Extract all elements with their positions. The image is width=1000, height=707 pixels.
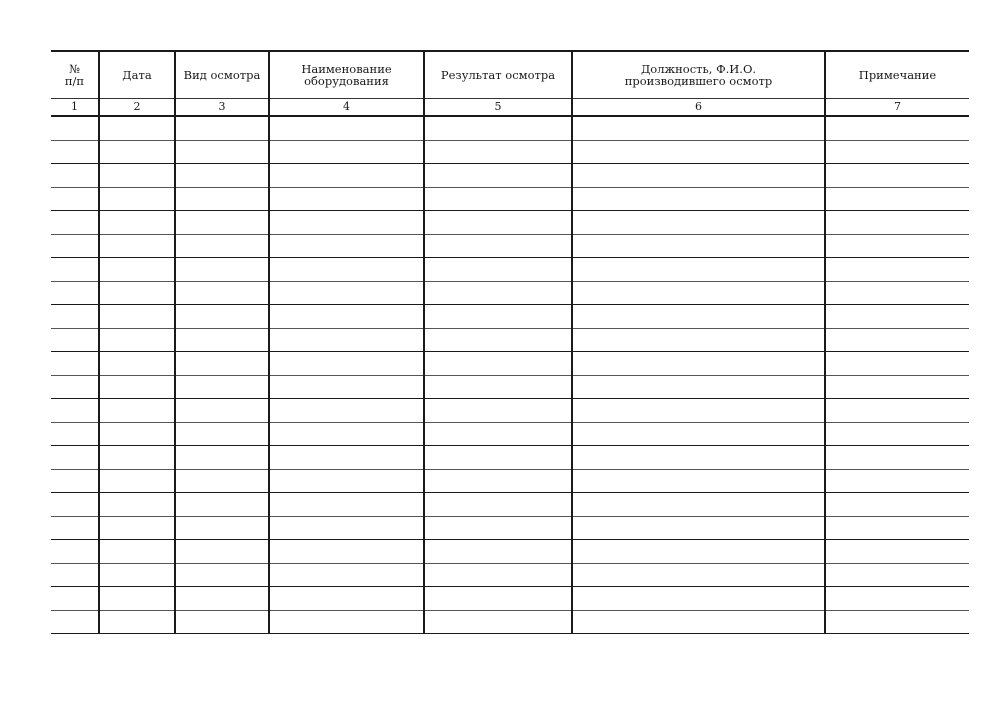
table-cell[interactable] bbox=[99, 328, 175, 352]
table-cell[interactable] bbox=[99, 446, 175, 470]
table-cell[interactable] bbox=[424, 493, 572, 517]
table-row bbox=[51, 187, 969, 211]
table-cell[interactable] bbox=[269, 563, 424, 587]
table-cell[interactable] bbox=[572, 399, 825, 423]
table-cell[interactable] bbox=[424, 328, 572, 352]
header-cell-inspection-type: Вид осмотра bbox=[175, 51, 269, 99]
table-cell[interactable] bbox=[51, 563, 99, 587]
table-cell[interactable] bbox=[825, 422, 969, 446]
table-cell[interactable] bbox=[572, 446, 825, 470]
table-row bbox=[51, 211, 969, 235]
table-cell[interactable] bbox=[825, 328, 969, 352]
table-cell[interactable] bbox=[424, 234, 572, 258]
table-cell[interactable] bbox=[51, 211, 99, 235]
table-row bbox=[51, 446, 969, 470]
table-cell[interactable] bbox=[51, 540, 99, 564]
header-cell-result: Результат осмотра bbox=[424, 51, 572, 99]
table-cell[interactable] bbox=[424, 516, 572, 540]
table-cell[interactable] bbox=[175, 164, 269, 188]
table-cell[interactable] bbox=[99, 563, 175, 587]
table-cell[interactable] bbox=[424, 563, 572, 587]
table-cell[interactable] bbox=[175, 328, 269, 352]
table-cell[interactable] bbox=[825, 563, 969, 587]
table-row bbox=[51, 375, 969, 399]
table-row bbox=[51, 540, 969, 564]
table-cell[interactable] bbox=[175, 469, 269, 493]
table-cell[interactable] bbox=[175, 399, 269, 423]
table-cell[interactable] bbox=[424, 469, 572, 493]
table-cell[interactable] bbox=[269, 446, 424, 470]
table-cell[interactable] bbox=[99, 164, 175, 188]
table-cell[interactable] bbox=[825, 234, 969, 258]
table-cell[interactable] bbox=[175, 305, 269, 329]
table-cell[interactable] bbox=[424, 610, 572, 634]
table-row bbox=[51, 140, 969, 164]
table-cell[interactable] bbox=[572, 352, 825, 376]
header-cell-note: Примечание bbox=[825, 51, 969, 99]
table-cell[interactable] bbox=[572, 375, 825, 399]
table-cell[interactable] bbox=[99, 211, 175, 235]
table-row bbox=[51, 469, 969, 493]
table-cell[interactable] bbox=[572, 258, 825, 282]
table-cell[interactable] bbox=[51, 469, 99, 493]
table-cell[interactable] bbox=[825, 352, 969, 376]
table-cell[interactable] bbox=[175, 610, 269, 634]
table-cell[interactable] bbox=[424, 281, 572, 305]
table-cell[interactable] bbox=[269, 352, 424, 376]
table-cell[interactable] bbox=[424, 352, 572, 376]
table-row bbox=[51, 234, 969, 258]
table-cell[interactable] bbox=[51, 610, 99, 634]
table-row bbox=[51, 516, 969, 540]
table-cell[interactable] bbox=[269, 540, 424, 564]
column-number: 6 bbox=[572, 99, 825, 117]
table-cell[interactable] bbox=[51, 187, 99, 211]
table-cell[interactable] bbox=[175, 587, 269, 611]
header-cell-inspector: Должность, Ф.И.О. производившего осмотр bbox=[572, 51, 825, 99]
table-row bbox=[51, 587, 969, 611]
table-cell[interactable] bbox=[99, 422, 175, 446]
table-cell[interactable] bbox=[572, 422, 825, 446]
table-cell[interactable] bbox=[572, 211, 825, 235]
table-cell[interactable] bbox=[572, 164, 825, 188]
table-cell[interactable] bbox=[99, 587, 175, 611]
table-cell[interactable] bbox=[175, 116, 269, 140]
table-cell[interactable] bbox=[175, 563, 269, 587]
table-row bbox=[51, 305, 969, 329]
inspection-log-table bbox=[51, 50, 969, 634]
table-cell[interactable] bbox=[572, 305, 825, 329]
table-cell[interactable] bbox=[99, 116, 175, 140]
table-cell[interactable] bbox=[175, 258, 269, 282]
table-cell[interactable] bbox=[99, 399, 175, 423]
log-entries bbox=[51, 116, 969, 634]
table-cell[interactable] bbox=[572, 116, 825, 140]
table-cell[interactable] bbox=[572, 234, 825, 258]
table-cell[interactable] bbox=[51, 328, 99, 352]
table-cell[interactable] bbox=[424, 446, 572, 470]
table-cell[interactable] bbox=[825, 305, 969, 329]
table-cell[interactable] bbox=[424, 399, 572, 423]
table-row bbox=[51, 563, 969, 587]
table-cell[interactable] bbox=[269, 258, 424, 282]
table-cell[interactable] bbox=[51, 140, 99, 164]
header-cell-date: Дата bbox=[99, 51, 175, 99]
table-cell[interactable] bbox=[269, 399, 424, 423]
table-row bbox=[51, 281, 969, 305]
table-cell[interactable] bbox=[99, 610, 175, 634]
table-cell[interactable] bbox=[51, 399, 99, 423]
table-cell[interactable] bbox=[269, 234, 424, 258]
table-cell[interactable] bbox=[572, 469, 825, 493]
table-row bbox=[51, 493, 969, 517]
table-cell[interactable] bbox=[269, 305, 424, 329]
table-cell[interactable] bbox=[99, 187, 175, 211]
table-cell[interactable] bbox=[424, 211, 572, 235]
table-cell[interactable] bbox=[269, 211, 424, 235]
table-cell[interactable] bbox=[99, 234, 175, 258]
table-cell[interactable] bbox=[175, 352, 269, 376]
column-number: 2 bbox=[99, 99, 175, 117]
table-cell[interactable] bbox=[424, 587, 572, 611]
table-cell[interactable] bbox=[175, 516, 269, 540]
table-cell[interactable] bbox=[825, 399, 969, 423]
table-cell[interactable] bbox=[269, 375, 424, 399]
table-cell[interactable] bbox=[825, 469, 969, 493]
table-cell[interactable] bbox=[51, 258, 99, 282]
column-number: 5 bbox=[424, 99, 572, 117]
table-cell[interactable] bbox=[175, 493, 269, 517]
table-row bbox=[51, 610, 969, 634]
table-cell[interactable] bbox=[175, 140, 269, 164]
header-cell-number: № п/п bbox=[51, 51, 99, 99]
table-cell[interactable] bbox=[424, 258, 572, 282]
table-row bbox=[51, 328, 969, 352]
table-cell[interactable] bbox=[51, 234, 99, 258]
table-cell[interactable] bbox=[424, 540, 572, 564]
table-cell[interactable] bbox=[825, 375, 969, 399]
table-cell[interactable] bbox=[51, 446, 99, 470]
table-row bbox=[51, 164, 969, 188]
table-cell[interactable] bbox=[51, 116, 99, 140]
table-cell[interactable] bbox=[424, 422, 572, 446]
table-cell[interactable] bbox=[99, 281, 175, 305]
table-cell[interactable] bbox=[175, 422, 269, 446]
table-cell[interactable] bbox=[825, 258, 969, 282]
table-cell[interactable] bbox=[825, 493, 969, 517]
column-number: 7 bbox=[825, 99, 969, 117]
table-cell[interactable] bbox=[572, 610, 825, 634]
table-cell[interactable] bbox=[825, 516, 969, 540]
table-row bbox=[51, 352, 969, 376]
table-cell[interactable] bbox=[269, 469, 424, 493]
table-cell[interactable] bbox=[424, 140, 572, 164]
table-cell[interactable] bbox=[99, 516, 175, 540]
table-cell[interactable] bbox=[269, 516, 424, 540]
table-cell[interactable] bbox=[572, 493, 825, 517]
column-number: 4 bbox=[269, 99, 424, 117]
table-cell[interactable] bbox=[51, 164, 99, 188]
table-cell[interactable] bbox=[825, 446, 969, 470]
header-cell-equipment-name: Наименование оборудования bbox=[269, 51, 424, 99]
table-cell[interactable] bbox=[99, 258, 175, 282]
table-cell[interactable] bbox=[269, 116, 424, 140]
table-cell[interactable] bbox=[424, 116, 572, 140]
table-cell[interactable] bbox=[572, 563, 825, 587]
table-cell[interactable] bbox=[99, 305, 175, 329]
table-cell[interactable] bbox=[269, 587, 424, 611]
table-cell[interactable] bbox=[99, 493, 175, 517]
table-cell[interactable] bbox=[825, 610, 969, 634]
table-cell[interactable] bbox=[175, 234, 269, 258]
table-cell[interactable] bbox=[572, 540, 825, 564]
table-cell[interactable] bbox=[175, 187, 269, 211]
table-cell[interactable] bbox=[99, 469, 175, 493]
table-cell[interactable] bbox=[269, 164, 424, 188]
table-cell[interactable] bbox=[825, 187, 969, 211]
table-cell[interactable] bbox=[51, 305, 99, 329]
table-cell[interactable] bbox=[572, 328, 825, 352]
table-row bbox=[51, 399, 969, 423]
table-cell[interactable] bbox=[572, 187, 825, 211]
table-cell[interactable] bbox=[99, 375, 175, 399]
table-cell[interactable] bbox=[99, 540, 175, 564]
table-cell[interactable] bbox=[175, 446, 269, 470]
table-cell[interactable] bbox=[269, 422, 424, 446]
table-cell[interactable] bbox=[269, 187, 424, 211]
table-cell[interactable] bbox=[424, 164, 572, 188]
column-number-row bbox=[51, 99, 969, 117]
table-cell[interactable] bbox=[424, 187, 572, 211]
table-cell[interactable] bbox=[825, 540, 969, 564]
header-row bbox=[51, 51, 969, 99]
table-cell[interactable] bbox=[51, 516, 99, 540]
table-cell[interactable] bbox=[51, 493, 99, 517]
table-cell[interactable] bbox=[424, 375, 572, 399]
table-cell[interactable] bbox=[572, 140, 825, 164]
table-cell[interactable] bbox=[51, 375, 99, 399]
table-cell[interactable] bbox=[572, 281, 825, 305]
column-number: 1 bbox=[51, 99, 99, 117]
table-cell[interactable] bbox=[175, 540, 269, 564]
table-cell[interactable] bbox=[825, 140, 969, 164]
table-cell[interactable] bbox=[269, 610, 424, 634]
table-cell[interactable] bbox=[175, 211, 269, 235]
table-cell[interactable] bbox=[51, 281, 99, 305]
table-cell[interactable] bbox=[825, 587, 969, 611]
table-cell[interactable] bbox=[269, 140, 424, 164]
table-cell[interactable] bbox=[825, 164, 969, 188]
table-cell[interactable] bbox=[175, 281, 269, 305]
table-cell[interactable] bbox=[269, 493, 424, 517]
table-cell[interactable] bbox=[99, 140, 175, 164]
table-cell[interactable] bbox=[175, 375, 269, 399]
table-cell[interactable] bbox=[825, 281, 969, 305]
table-cell[interactable] bbox=[825, 116, 969, 140]
table-cell[interactable] bbox=[424, 305, 572, 329]
table-cell[interactable] bbox=[51, 352, 99, 376]
column-number: 3 bbox=[175, 99, 269, 117]
table-row bbox=[51, 258, 969, 282]
table-cell[interactable] bbox=[99, 352, 175, 376]
table-cell[interactable] bbox=[51, 587, 99, 611]
table-cell[interactable] bbox=[572, 587, 825, 611]
table-cell[interactable] bbox=[825, 211, 969, 235]
table-cell[interactable] bbox=[572, 516, 825, 540]
table-cell[interactable] bbox=[269, 328, 424, 352]
table-cell[interactable] bbox=[269, 281, 424, 305]
table-row bbox=[51, 422, 969, 446]
table-row bbox=[51, 116, 969, 140]
table-cell[interactable] bbox=[51, 422, 99, 446]
